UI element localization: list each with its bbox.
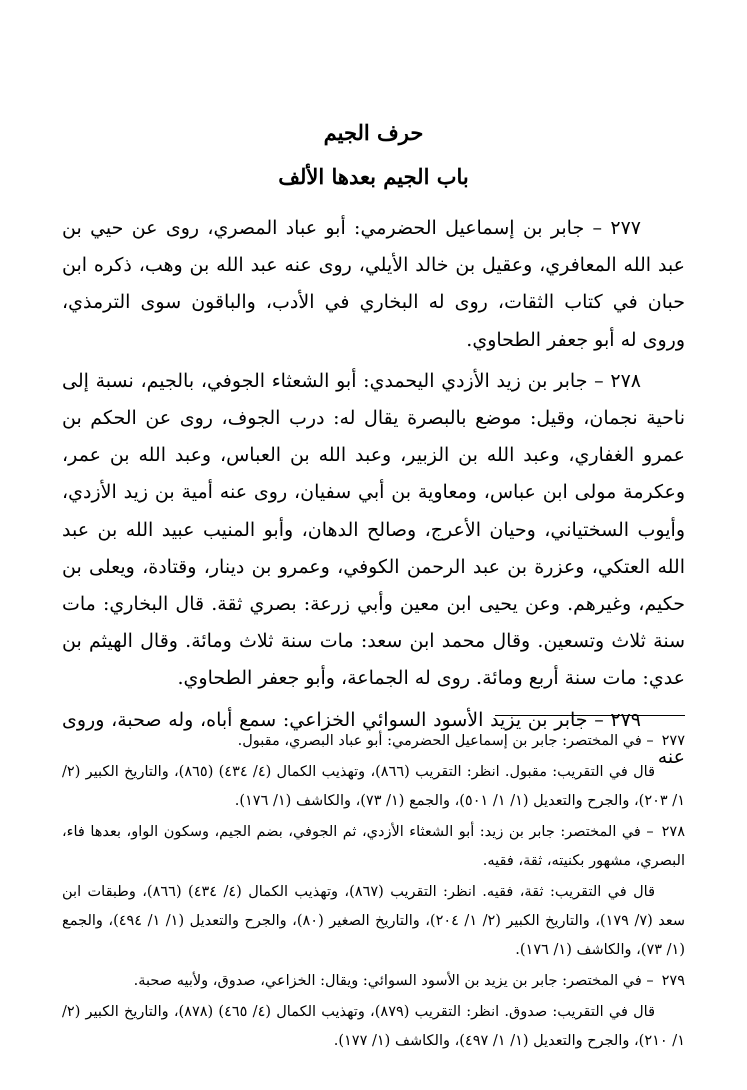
footnote-detail: قال في التقريب: صدوق. انظر: التقريب (٨٧٩)، وتهذيب الكمال (٤/ ٤٦٥) (٨٧٨)، والتاريخ الكبير (٢/ ١/ ٢١٠)، والجرح والتعديل (١/ ١/ ٤٩٧)، والكاشف (١/ ١٧٧). bbox=[62, 1004, 685, 1049]
footnote-number: ٢٧٧ bbox=[661, 733, 685, 749]
entry-number: ٢٧٩ bbox=[610, 708, 642, 731]
footnote-number: ٢٧٨ bbox=[661, 824, 685, 840]
entry-paragraph bbox=[62, 363, 685, 698]
entry-number: ٢٧٧ bbox=[610, 217, 641, 239]
main-text bbox=[62, 210, 685, 780]
footnote bbox=[62, 967, 685, 996]
footnote-detail: قال في التقريب: ثقة، فقيه. انظر: التقريب (٨٦٧)، وتهذيب الكمال (٤/ ٤٣٤) (٨٦٦)، وطبقات ابن سعد (٧/ ١٧٩)، والتاريخ الكبير (٢/ ١/ ٢٠٤)، والتاريخ الصغير (٨٠)، والجرح والتعديل (١/ ١/ ٤٩٤)، والجمع (١/ ٧٣)، والكاشف (١/ ١٧٦). bbox=[62, 884, 686, 958]
footnotes bbox=[62, 727, 685, 1058]
section-title: باب الجيم بعدها الألف bbox=[278, 164, 469, 189]
entry-number: ٢٧٨ bbox=[610, 369, 641, 392]
chapter-title: حرف الجيم bbox=[323, 120, 424, 145]
entry-text: – جابر بن يزيد الأسود السوائي الخزاعي: سمع أباه، وله صحبة، وروى عنه bbox=[62, 708, 685, 768]
entry-text: – جابر بن زيد الأزدي اليحمدي: أبو الشعثاء الجوفي، بالجيم، نسبة إلى ناحية نجمان، وقيل: موضع بالبصرة يقال له: درب الجوف، روى عن الحكم بن عمرو الغفاري، وعبد الله بن الزبير، وعبد الله بن العباس، وعبد الله بن عمر، وعكرمة مولى ابن عباس، ومعاوية بن أبي سفيان، روى عنه أمية بن زيد الأزدي، وأيوب السختياني، وحيان الأعرج، وصالح الدهان، وأبو المنيب عبيد الله بن عبد الله العتكي، وعزرة بن عبد الرحمن الكوفي، وعمرو بن دينار، وقتادة، ويعلى بن حكيم، وغيرهم. وعن يحيى ابن معين وأبي زرعة: بصري ثقة. قال البخاري: مات سنة ثلاث وتسعين. وقال محمد ابن سعد: مات سنة ثلاث ومائة. وقال الهيثم بن عدي: مات سنة أربع ومائة. روى له الجماعة، وأبو جعفر الطحاوي. bbox=[62, 369, 685, 690]
footnote-text: – في المختصر: جابر بن زيد: أبو الشعثاء الأزدي، ثم الجوفي، بضم الجيم، وسكون الواو، بعدها فاء، البصري، مشهور بكنيته، ثقة، فقيه. bbox=[62, 824, 685, 869]
footnote-number: ٢٧٩ bbox=[661, 973, 685, 989]
footnote-text: – في المختصر: جابر بن إسماعيل الحضرمي: أبو عباد البصري، مقبول. bbox=[237, 733, 654, 749]
footnote bbox=[62, 727, 685, 756]
footnote-detail: قال في التقريب: مقبول. انظر: التقريب (٨٦٦)، وتهذيب الكمال (٤/ ٤٣٤) (٨٦٥)، والتاريخ الكبير (٢/ ١/ ٢٠٣)، والجرح والتعديل (١/ ١/ ٥٠١)، والجمع (١/ ٧٣)، والكاشف (١/ ١٧٦). bbox=[62, 764, 685, 809]
entry-paragraph bbox=[62, 210, 685, 359]
footnote-text: – في المختصر: جابر بن يزيد بن الأسود السوائي: ويقال: الخزاعي، صدوق، ولأبيه صحبة. bbox=[133, 973, 654, 989]
footnote-divider bbox=[495, 715, 685, 716]
footnote bbox=[62, 818, 685, 876]
entry-text: – جابر بن إسماعيل الحضرمي: أبو عباد المصري، روى عن حيي بن عبد الله المعافري، وعقيل بن خالد الأيلي، روى عنه عبد الله بن وهب، ذكره ابن حبان في كتاب الثقات، روى له البخاري في الأدب، والباقون سوى الترمذي، وروى له أبو جعفر الطحاوي. bbox=[62, 217, 685, 351]
